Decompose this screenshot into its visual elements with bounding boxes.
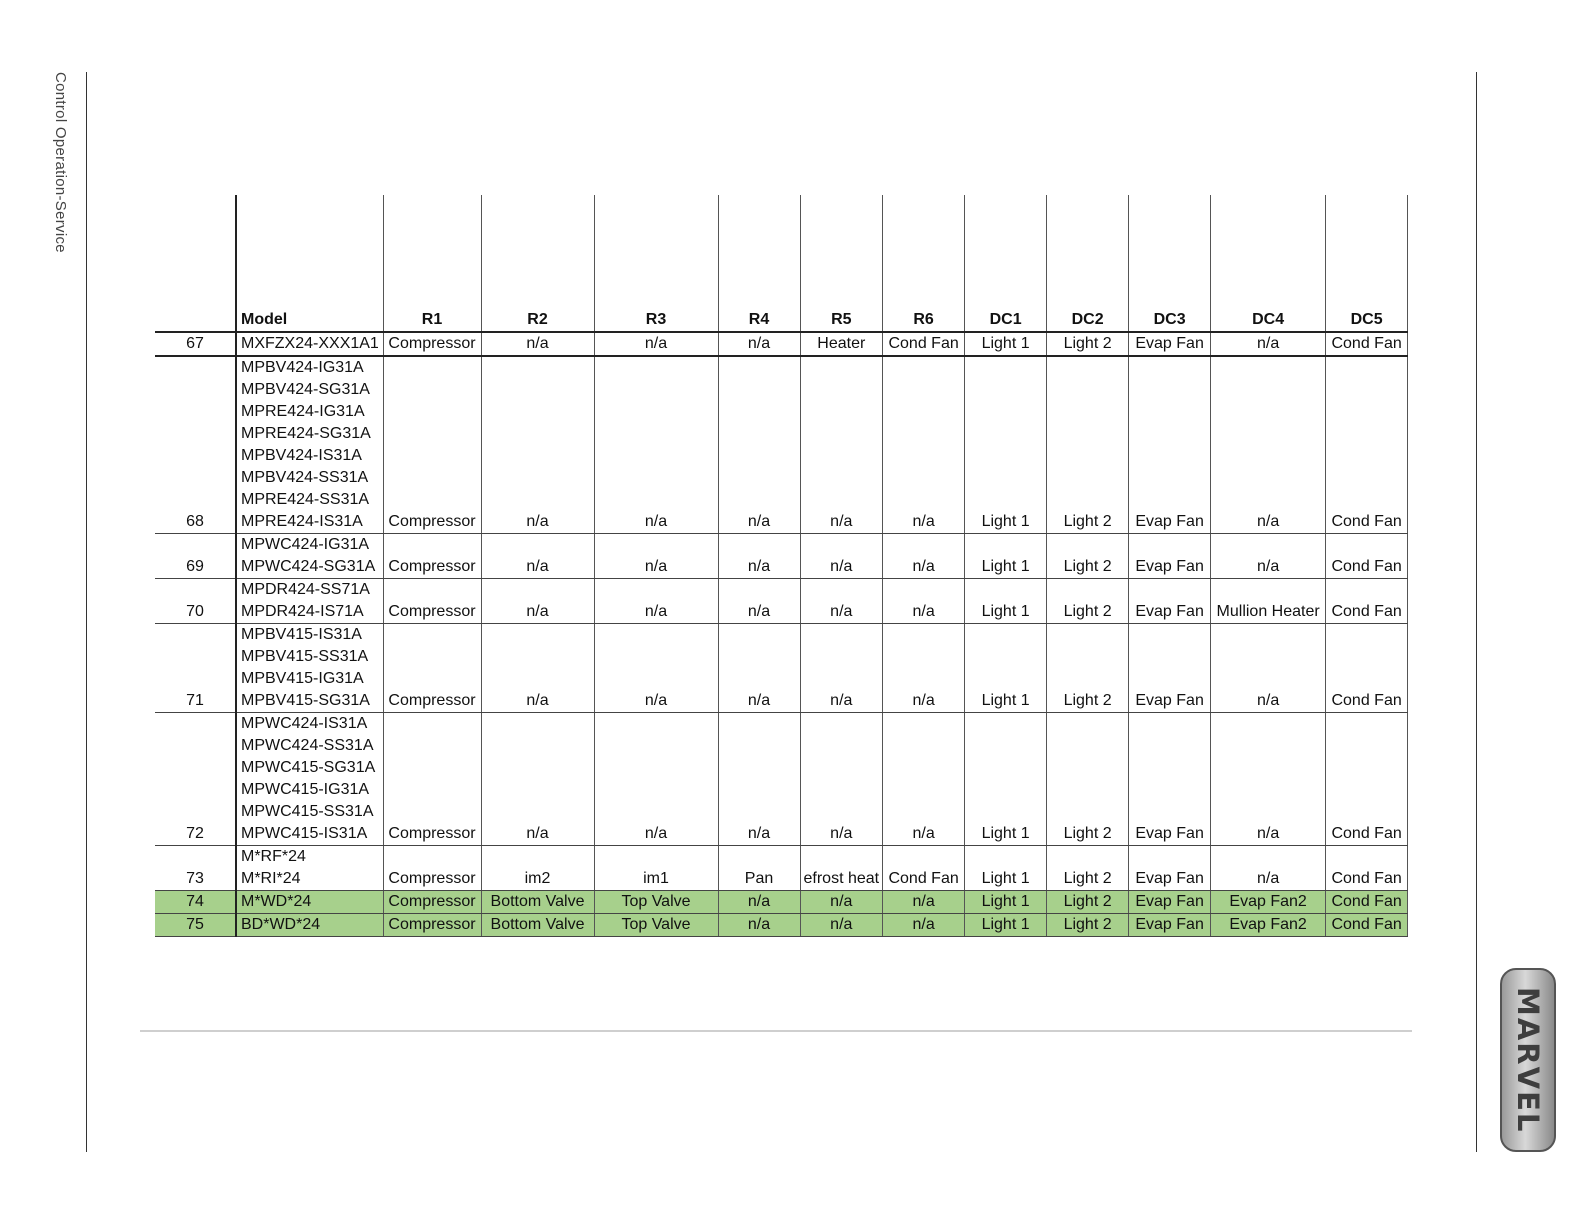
cell-r5: efrost heat (800, 846, 883, 891)
header-dc4: DC4 (1211, 195, 1326, 332)
cell-dc1: Light 1 (965, 713, 1047, 846)
cell-r6: Cond Fan (883, 332, 965, 356)
cell-dc1: Light 1 (965, 356, 1047, 534)
cell-r5: Heater (800, 332, 883, 356)
model-cell (236, 579, 383, 624)
cell-dc4: Mullion Heater (1211, 579, 1326, 624)
table-row (155, 914, 1408, 937)
cell-r5: n/a (800, 914, 883, 937)
cell-r1: Compressor (383, 579, 481, 624)
cell-dc5: Cond Fan (1326, 624, 1408, 713)
cell-dc2: Light 2 (1047, 891, 1129, 914)
cell-r3: Top Valve (594, 914, 718, 937)
cell-r4: n/a (718, 579, 800, 624)
cell-r3: Top Valve (594, 891, 718, 914)
cell-r1: Compressor (383, 713, 481, 846)
cell-dc3: Evap Fan (1129, 624, 1211, 713)
model-number: MPBV415-IG31A (241, 670, 364, 687)
model-number: MPWC424-IS31A (241, 715, 368, 732)
cell-r5: n/a (800, 713, 883, 846)
right-margin-rule (1476, 72, 1477, 1152)
cell-r1: Compressor (383, 534, 481, 579)
header-r4: R4 (718, 195, 800, 332)
model-number: M*RI*24 (241, 870, 301, 887)
model-cell (236, 624, 383, 713)
header-r1: R1 (383, 195, 481, 332)
table-bottom-edge (140, 1030, 1412, 1032)
row-number: 68 (155, 356, 236, 534)
header-r5: R5 (800, 195, 883, 332)
model-cell (236, 846, 383, 891)
model-number: MPRE424-SS31A (241, 491, 370, 508)
cell-r5: n/a (800, 356, 883, 534)
model-cell (236, 356, 383, 534)
cell-dc1: Light 1 (965, 891, 1047, 914)
cell-dc2: Light 2 (1047, 914, 1129, 937)
logo-text: MARVEL (1511, 986, 1545, 1134)
cell-r2: n/a (481, 332, 594, 356)
side-title: Control Operation-Service (52, 72, 69, 253)
cell-dc3: Evap Fan (1129, 356, 1211, 534)
cell-r6: n/a (883, 356, 965, 534)
cell-dc5: Cond Fan (1326, 846, 1408, 891)
table-row (155, 846, 1408, 891)
row-number: 69 (155, 534, 236, 579)
table-row (155, 534, 1408, 579)
cell-r3: n/a (594, 332, 718, 356)
model-number: MPWC415-IG31A (241, 781, 370, 798)
cell-r5: n/a (800, 534, 883, 579)
model-cell (236, 534, 383, 579)
left-margin-rule (86, 72, 87, 1152)
cell-r2: Bottom Valve (481, 891, 594, 914)
model-number: MPWC415-IS31A (241, 825, 368, 842)
cell-dc3: Evap Fan (1129, 713, 1211, 846)
cell-r4: Pan (718, 846, 800, 891)
cell-r4: n/a (718, 914, 800, 937)
cell-dc2: Light 2 (1047, 713, 1129, 846)
cell-dc1: Light 1 (965, 624, 1047, 713)
header-r6: R6 (883, 195, 965, 332)
cell-r3: n/a (594, 624, 718, 713)
cell-r4: n/a (718, 534, 800, 579)
model-number: MPRE424-IG31A (241, 403, 365, 420)
cell-r1: Compressor (383, 356, 481, 534)
model-number: MPBV424-IS31A (241, 447, 362, 464)
model-number: MPBV415-SG31A (241, 692, 370, 709)
model-number: MPWC424-SG31A (241, 558, 376, 575)
cell-r6: n/a (883, 534, 965, 579)
cell-dc1: Light 1 (965, 914, 1047, 937)
model-number: MPRE424-SG31A (241, 425, 371, 442)
table-body (155, 195, 1408, 937)
cell-r4: n/a (718, 891, 800, 914)
marvel-logo (1500, 968, 1556, 1152)
header-dc2: DC2 (1047, 195, 1129, 332)
cell-dc3: Evap Fan (1129, 846, 1211, 891)
cell-dc4: Evap Fan2 (1211, 914, 1326, 937)
row-number: 72 (155, 713, 236, 846)
cell-dc2: Light 2 (1047, 332, 1129, 356)
model-number: M*RF*24 (241, 848, 306, 865)
cell-r1: Compressor (383, 624, 481, 713)
header-model: Model (236, 195, 383, 332)
table-row (155, 356, 1408, 534)
cell-dc4: n/a (1211, 534, 1326, 579)
cell-dc4: n/a (1211, 332, 1326, 356)
cell-r6: n/a (883, 891, 965, 914)
row-number: 67 (155, 332, 236, 356)
cell-r2: n/a (481, 624, 594, 713)
header-dc3: DC3 (1129, 195, 1211, 332)
cell-r1: Compressor (383, 332, 481, 356)
cell-r1: Compressor (383, 914, 481, 937)
header-r2: R2 (481, 195, 594, 332)
cell-r6: n/a (883, 579, 965, 624)
header-dc5: DC5 (1326, 195, 1408, 332)
cell-r3: n/a (594, 534, 718, 579)
table-row (155, 579, 1408, 624)
cell-r2: Bottom Valve (481, 914, 594, 937)
cell-dc1: Light 1 (965, 332, 1047, 356)
cell-dc2: Light 2 (1047, 846, 1129, 891)
cell-r2: n/a (481, 579, 594, 624)
row-number: 71 (155, 624, 236, 713)
model-number: MPWC415-SS31A (241, 803, 374, 820)
cell-r6: n/a (883, 914, 965, 937)
row-number: 75 (155, 914, 236, 937)
header-r3: R3 (594, 195, 718, 332)
header-row-number (155, 195, 236, 332)
cell-dc3: Evap Fan (1129, 891, 1211, 914)
cell-r4: n/a (718, 356, 800, 534)
cell-dc1: Light 1 (965, 846, 1047, 891)
model-number: MXFZX24-XXX1A1 (241, 335, 379, 352)
table-row (155, 713, 1408, 846)
model-cell (236, 914, 383, 937)
cell-r1: Compressor (383, 891, 481, 914)
cell-dc1: Light 1 (965, 534, 1047, 579)
cell-r5: n/a (800, 891, 883, 914)
table-row (155, 624, 1408, 713)
model-number: MPBV424-SS31A (241, 469, 369, 486)
model-number: MPDR424-IS71A (241, 603, 364, 620)
model-number: M*WD*24 (241, 893, 312, 910)
cell-dc5: Cond Fan (1326, 579, 1408, 624)
cell-r3: n/a (594, 356, 718, 534)
cell-r4: n/a (718, 624, 800, 713)
row-number: 74 (155, 891, 236, 914)
model-number: MPBV424-SG31A (241, 381, 370, 398)
table-row (155, 332, 1408, 356)
cell-dc4: n/a (1211, 624, 1326, 713)
cell-dc3: Evap Fan (1129, 914, 1211, 937)
model-number: MPWC424-SS31A (241, 737, 374, 754)
cell-r2: n/a (481, 713, 594, 846)
cell-r2: im2 (481, 846, 594, 891)
relay-assignment-table (155, 195, 1408, 937)
row-number: 73 (155, 846, 236, 891)
model-number: BD*WD*24 (241, 916, 321, 933)
cell-r4: n/a (718, 713, 800, 846)
model-number: MPWC415-SG31A (241, 759, 376, 776)
model-number: MPBV424-IG31A (241, 359, 364, 376)
cell-dc2: Light 2 (1047, 356, 1129, 534)
cell-dc5: Cond Fan (1326, 332, 1408, 356)
cell-dc2: Light 2 (1047, 624, 1129, 713)
model-number: MPRE424-IS31A (241, 513, 363, 530)
model-cell (236, 713, 383, 846)
cell-dc1: Light 1 (965, 579, 1047, 624)
cell-r3: n/a (594, 713, 718, 846)
cell-dc4: n/a (1211, 713, 1326, 846)
cell-dc4: n/a (1211, 846, 1326, 891)
model-cell (236, 332, 383, 356)
table-row (155, 891, 1408, 914)
model-number: MPDR424-SS71A (241, 581, 370, 598)
cell-r5: n/a (800, 579, 883, 624)
cell-r5: n/a (800, 624, 883, 713)
header-row (155, 195, 1408, 332)
cell-r3: im1 (594, 846, 718, 891)
cell-r1: Compressor (383, 846, 481, 891)
cell-dc3: Evap Fan (1129, 332, 1211, 356)
cell-r2: n/a (481, 356, 594, 534)
cell-dc2: Light 2 (1047, 534, 1129, 579)
cell-dc5: Cond Fan (1326, 534, 1408, 579)
cell-r6: n/a (883, 713, 965, 846)
cell-dc2: Light 2 (1047, 579, 1129, 624)
header-dc1: DC1 (965, 195, 1047, 332)
cell-r4: n/a (718, 332, 800, 356)
cell-r2: n/a (481, 534, 594, 579)
cell-r6: n/a (883, 624, 965, 713)
cell-dc4: n/a (1211, 356, 1326, 534)
cell-r6: Cond Fan (883, 846, 965, 891)
cell-dc5: Cond Fan (1326, 356, 1408, 534)
model-cell (236, 891, 383, 914)
model-number: MPWC424-IG31A (241, 536, 370, 553)
model-number: MPBV415-IS31A (241, 626, 362, 643)
cell-dc5: Cond Fan (1326, 713, 1408, 846)
row-number: 70 (155, 579, 236, 624)
cell-dc5: Cond Fan (1326, 914, 1408, 937)
cell-r3: n/a (594, 579, 718, 624)
cell-dc5: Cond Fan (1326, 891, 1408, 914)
cell-dc3: Evap Fan (1129, 579, 1211, 624)
cell-dc4: Evap Fan2 (1211, 891, 1326, 914)
model-number: MPBV415-SS31A (241, 648, 369, 665)
cell-dc3: Evap Fan (1129, 534, 1211, 579)
